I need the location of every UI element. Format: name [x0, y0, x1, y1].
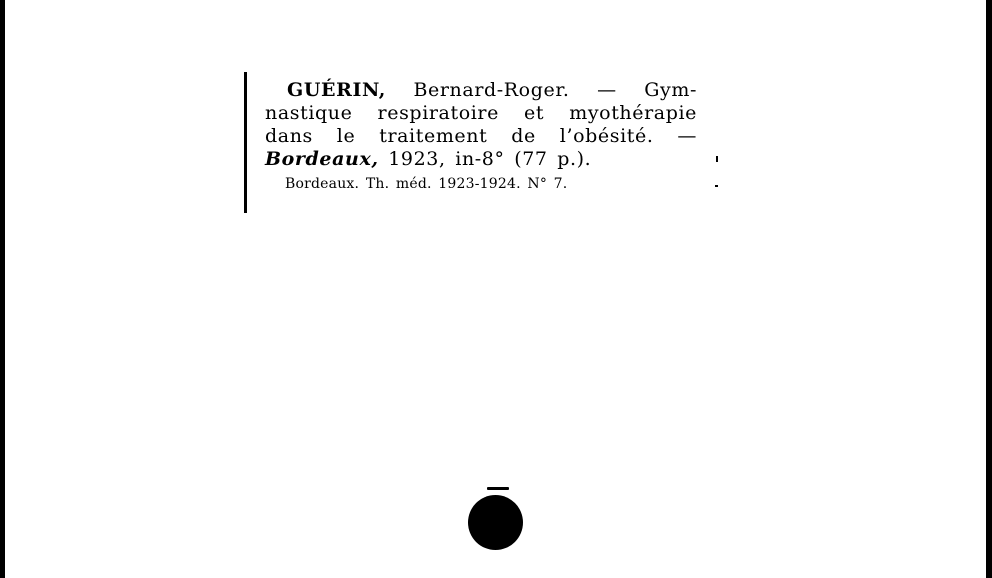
- scan-speck: [716, 156, 718, 162]
- scan-speck: [715, 185, 718, 187]
- margin-rule: [244, 72, 247, 213]
- card-left-edge: [0, 0, 5, 578]
- entry-line-2: nastique respiratoire et myothérapie: [265, 102, 697, 124]
- punch-hole: [468, 495, 523, 550]
- card-right-edge: [986, 0, 992, 578]
- entry-line-1: [265, 79, 697, 102]
- imprint: 1923, in-8° (77 p.).: [378, 148, 592, 170]
- entry-line-4: [265, 148, 697, 171]
- author-name: GUÉRIN,: [287, 79, 386, 101]
- entry-line-3: dans le traitement de l’obésité. —: [265, 125, 697, 147]
- author-given-name: Bernard-Roger. — Gym-: [385, 79, 697, 101]
- thesis-note: Bordeaux. Th. méd. 1923-1924. N° 7.: [285, 176, 568, 192]
- punch-hole-mark: [487, 487, 509, 490]
- bibliographic-entry: [265, 79, 697, 193]
- publication-place: Bordeaux,: [265, 148, 379, 170]
